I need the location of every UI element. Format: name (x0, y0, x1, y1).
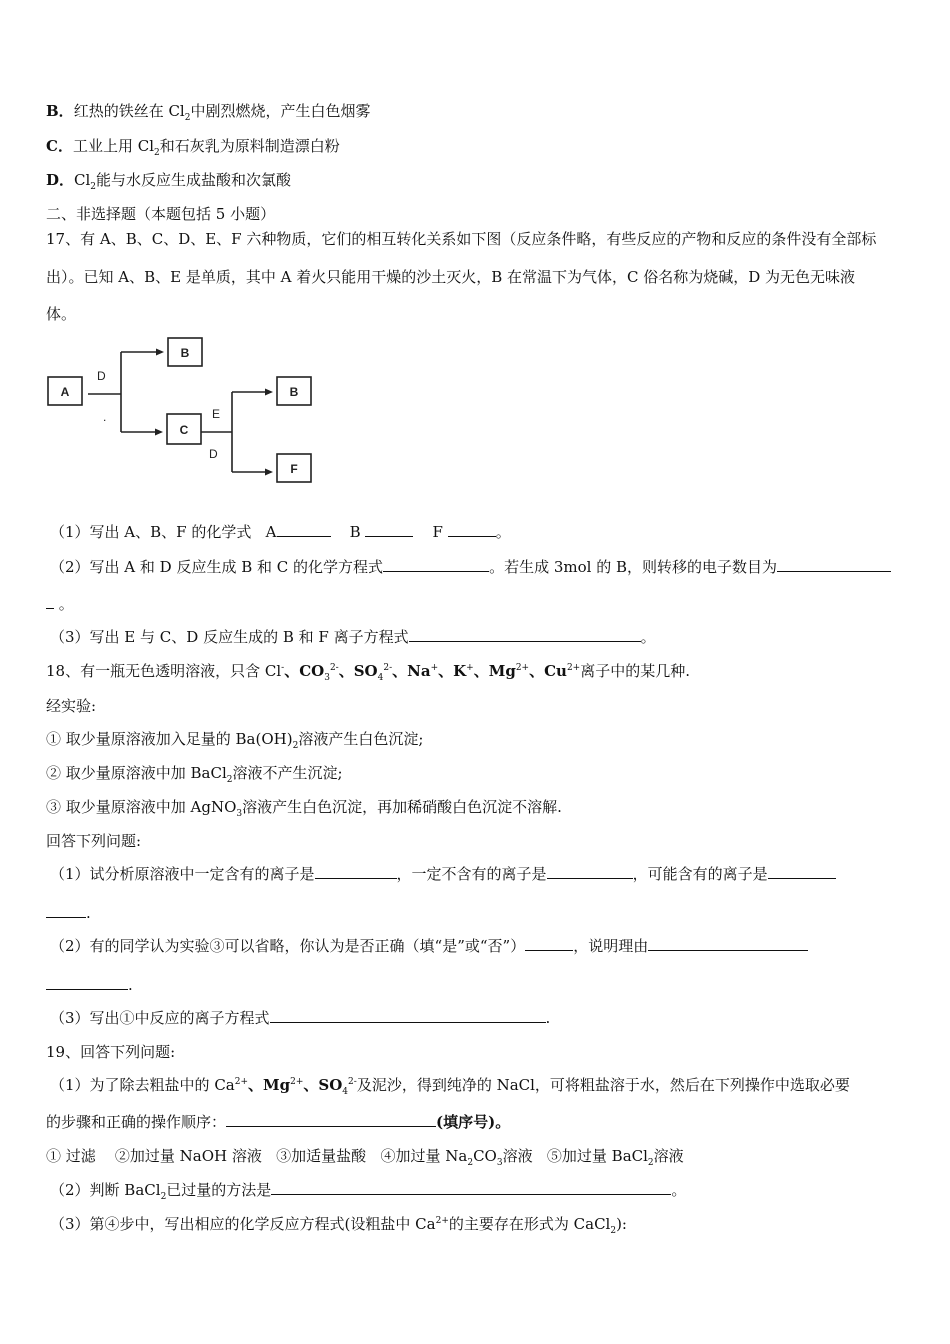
connector-a (88, 352, 162, 432)
option-d: D．$Cl_2$能与水反应生成盐酸和次氯酸 (46, 171, 292, 192)
answer-blank-electrons[interactable] (777, 557, 891, 572)
op-5: ⑤加过量 BaCl$_2$溶液 (546, 1147, 684, 1168)
label-b1: B (180, 346, 190, 360)
answer-blank-a[interactable] (277, 522, 331, 537)
reaction-diagram (44, 332, 334, 492)
q18-part1: （1）试分析原溶液中一定含有的离子是 ，一定不含有的离子是 ，可能含有的离子是 (50, 864, 836, 884)
op-3: ③加适量盐酸 (276, 1147, 367, 1165)
answer-blank-ionic-eq[interactable] (270, 1008, 546, 1023)
q17-part2-cont: 。 (46, 594, 74, 614)
answer-blank-yesno[interactable] (525, 936, 573, 951)
label-c: C (179, 423, 189, 437)
q17-stem-line2: 出）。已知 A、B、E 是单质，其中 A 着火只能用干燥的沙土灭火，B 在常温下为气体，C 俗名称为烧碱，D 为无色无味液 (46, 268, 856, 286)
op-1: ① 过滤 (46, 1147, 96, 1165)
option-c: C．工业上用 $Cl_2$和石灰乳为原料制造漂白粉 (46, 137, 340, 158)
label-dot: . (103, 410, 107, 424)
q19-part3: （3）第④步中，写出相应的化学反应方程式(设粗盐中 $Ca^{2+}$的主要存在形式为 CaCl$_2$): (50, 1215, 627, 1236)
answer-blank-method[interactable] (271, 1180, 671, 1195)
q18-answer-title: 回答下列问题: (46, 832, 142, 850)
arrow-to-c (155, 429, 163, 436)
q19-operations (46, 1146, 684, 1166)
op-2: ②加过量 NaOH 溶液 (114, 1147, 262, 1165)
q17-stem-line3: 体。 (46, 305, 77, 323)
label-d1: D (97, 369, 106, 383)
q18-part1-cont: . (46, 903, 91, 923)
q18-stem: 18、有一瓶无色透明溶液，只含 Cl-、$CO_3^{2-}$、$SO_4^{2-}$、Na+、K+、$Mg^{2+}$、$Cu^{2+}$离子中的某几种. (46, 662, 691, 683)
answer-blank-reason[interactable] (648, 936, 808, 951)
label-d2: D (209, 447, 218, 461)
q18-exp-2: ② 取少量原溶液中加 BaCl$_2$溶液不产生沉淀; (46, 764, 343, 785)
answer-blank-f[interactable] (448, 522, 496, 537)
label-b2: B (289, 385, 299, 399)
arrow-to-b1 (156, 349, 164, 356)
q19-part1-line2: 的步骤和正确的操作顺序： (填序号)。 (46, 1113, 511, 1131)
q17-part1: （1）写出 A、B、F 的化学式 A B F 。 (50, 523, 511, 541)
q17-part3: （3）写出 E 与 C、D 反应生成的 B 和 F 离子方程式 。 (50, 628, 656, 646)
arrow-to-b2 (265, 389, 273, 396)
answer-blank-b[interactable] (365, 522, 413, 537)
answer-blank-ionic[interactable] (409, 627, 641, 642)
answer-blank-absent[interactable] (547, 864, 633, 879)
q18-part3: （3）写出①中反应的离子方程式 . (50, 1009, 551, 1027)
label-e: E (212, 407, 221, 421)
op-4: ④加过量 $Na_2CO_3$溶液 (380, 1147, 533, 1168)
answer-blank-order[interactable] (226, 1112, 436, 1127)
answer-blank-equation[interactable] (383, 557, 489, 572)
q18-exp-3: ③ 取少量原溶液中加 AgNO$_3$溶液产生白色沉淀，再加稀硝酸白色沉淀不溶解. (46, 798, 562, 819)
arrow-to-f (265, 469, 273, 476)
label-a: A (60, 385, 70, 399)
q19-part1: （1）为了除去粗盐中的 $Ca^{2+}$、$Mg^{2+}$、$SO_4^{2-}$及泥沙，得到纯净的 NaCl，可将粗盐溶于水，然后在下列操作中选取必要 (50, 1076, 850, 1097)
q18-exp-title: 经实验: (46, 697, 97, 715)
q17-stem-line1: 17、有 A、B、C、D、E、F 六种物质，它们的相互转化关系如下图（反应条件略，有些反应的产物和反应的条件没有全部标 (46, 230, 877, 248)
label-f: F (290, 462, 298, 476)
section-heading: 二、非选择题（本题包括 5 小题） (46, 205, 276, 223)
answer-blank-electrons-cont[interactable] (46, 594, 54, 609)
answer-blank-possible[interactable] (768, 864, 836, 879)
answer-blank-reason-cont[interactable] (46, 975, 128, 990)
answer-blank-possible-cont[interactable] (46, 903, 86, 918)
q18-exp-1: ① 取少量原溶液加入足量的 $Ba(OH)_2$溶液产生白色沉淀; (46, 730, 424, 751)
q19-part2: （2）判断 BaCl$_2$已过量的方法是 。 (50, 1181, 687, 1202)
q19-title: 19、回答下列问题: (46, 1043, 176, 1061)
answer-blank-present[interactable] (315, 864, 397, 879)
option-b: B．红热的铁丝在 $Cl_2$中剧烈燃烧，产生白色烟雾 (46, 102, 371, 123)
q18-part2-cont: . (46, 975, 133, 995)
q18-part2: （2）有的同学认为实验③可以省略，你认为是否正确（填“是”或“否”） ，说明理由 (50, 936, 808, 956)
q17-part2: （2）写出 A 和 D 反应生成 B 和 C 的化学方程式 。若生成 3mol 的 B，则转移的电子数目为 (50, 557, 891, 577)
